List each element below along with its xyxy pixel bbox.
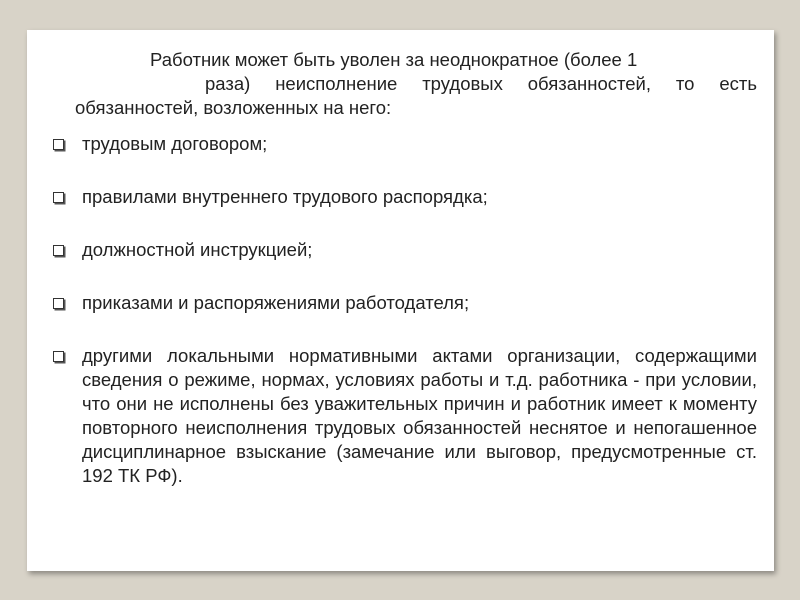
list-item (51, 344, 757, 488)
intro-line-3: обязанностей, возложенных на него: (75, 97, 392, 118)
list-item (51, 238, 757, 262)
duties-list (51, 132, 757, 488)
intro-paragraph (51, 48, 757, 120)
slide (27, 30, 774, 571)
slide-content (51, 48, 757, 488)
checkbox-square-icon (53, 298, 64, 309)
list-item (51, 132, 757, 156)
list-item-text: трудовым договором; (82, 133, 268, 154)
intro-line-1: Работник может быть уволен за неоднократное (более 1 (150, 49, 638, 70)
checkbox-square-icon (53, 245, 64, 256)
list-item-text: правилами внутреннего трудового распорядка; (82, 186, 488, 207)
checkbox-square-icon (53, 139, 64, 150)
list-item-text: другими локальными нормативными актами организации, содержащими сведения о режиме, нормах, условиях работы и т.д. работника - при условии, что они не исполнены без уважительных причин и работник имеет к моменту повторного неисполнения трудовых обязанностей неснятое и непогашенное дисциплинарное взыскание (замечание или выговор, предусмотренные ст. 192 ТК РФ). (82, 345, 757, 486)
list-item-text: должностной инструкцией; (82, 239, 313, 260)
list-item-text: приказами и распоряжениями работодателя; (82, 292, 470, 313)
intro-line-2: раза) неисполнение трудовых обязанностей, то есть (205, 73, 757, 94)
checkbox-square-icon (53, 192, 64, 203)
list-item (51, 291, 757, 315)
checkbox-square-icon (53, 351, 64, 362)
list-item (51, 185, 757, 209)
